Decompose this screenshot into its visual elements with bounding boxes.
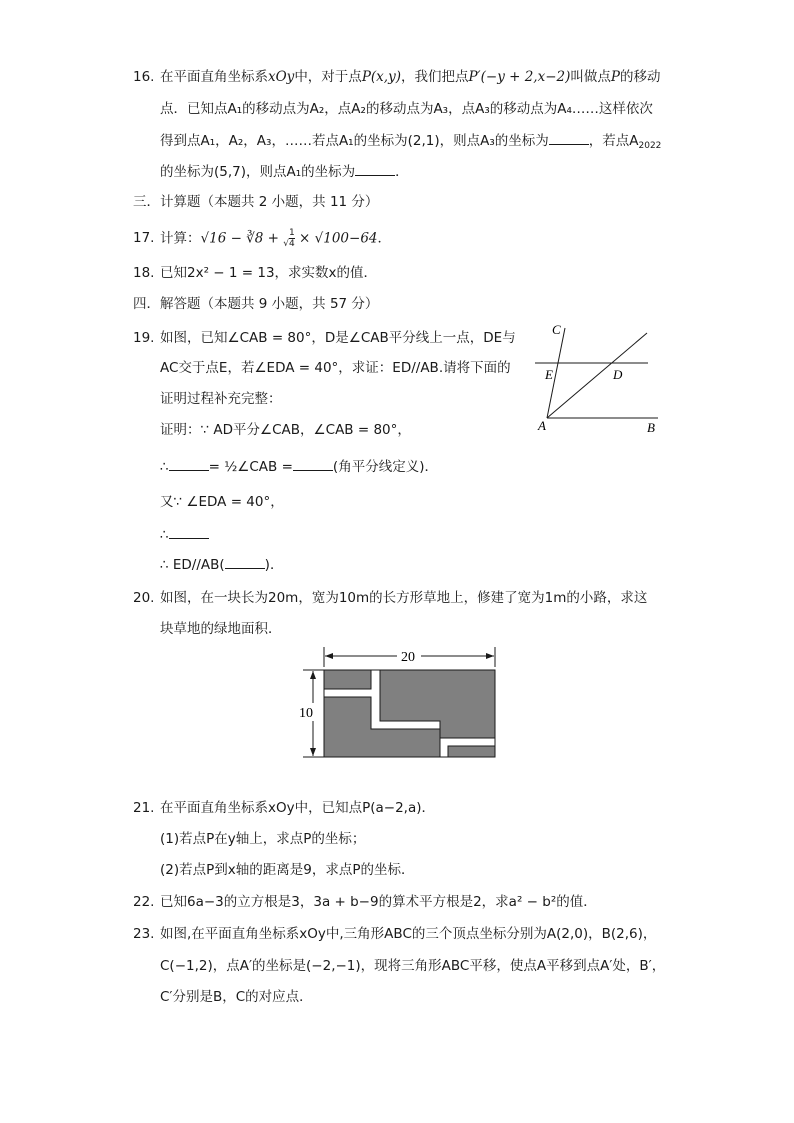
q21-line2: (1)若点P在y轴上，求点P的坐标； xyxy=(160,831,366,847)
q22-number: 22. xyxy=(133,894,155,910)
answer-blank xyxy=(355,161,395,176)
q16-line3: 得到点A₁，A₂，A₃，……若点A₁的坐标为(2,1)，则点A₃的坐标为 ，若点$A_{2022}$ xyxy=(160,130,661,156)
q23-line1: 如图,在平面直角坐标系xOy中,三角形ABC的三个顶点坐标分别为A(2,0)，B(2,6)， xyxy=(160,926,657,942)
lawn-figure xyxy=(295,645,505,765)
fraction-quarter: √ $\frac{1}{4}$ xyxy=(283,228,295,249)
q20-line1: 如图，在一块长为20m，宽为10m的长方形草地上，修建了宽为1m的小路，求这 xyxy=(160,590,648,606)
q19-line7: ∴ xyxy=(160,524,209,545)
q19-line3: 证明过程补充完整： xyxy=(160,391,282,407)
answer-blank xyxy=(169,456,209,471)
q21-number: 21. xyxy=(133,800,155,816)
angle-figure xyxy=(530,318,670,438)
q17-line: 计算：√16 − ∛8 + √ $\frac{1}{4}$ × √100−64． xyxy=(160,228,392,249)
q18-number: 18. xyxy=(133,265,155,281)
label-c: C xyxy=(552,322,561,337)
q23-number: 23. xyxy=(133,926,155,942)
label-b: B xyxy=(647,420,655,435)
q18-text: 已知2x² − 1 = 13，求实数x的值． xyxy=(160,265,378,281)
q19-number: 19. xyxy=(133,330,155,346)
answer-blank xyxy=(225,554,265,569)
q19-line2: AC交于点E，若∠EDA = 40°，求证：ED//AB.请将下面的 xyxy=(160,360,511,376)
label-a: A xyxy=(538,418,546,433)
q19-line8: ∴ ED//AB( )． xyxy=(160,554,283,575)
answer-blank xyxy=(169,524,209,539)
q16-line2: 点．已知点A₁的移动点为A₂，点A₂的移动点为A₃，点A₃的移动点为A₄……这样依次 xyxy=(160,101,653,117)
line-ad xyxy=(547,333,647,418)
q19-line5: ∴ = ½∠CAB = (角平分线定义)． xyxy=(160,456,438,477)
q16-line4: 的坐标为(5,7)，则点A₁的坐标为 ． xyxy=(160,161,409,182)
q23-line2: C(−1,2)，点A′的坐标是(−2,−1)，现将三角形ABC平移，使点A平移到点A′处，B′， xyxy=(160,958,666,974)
q22-text: 已知6a−3的立方根是3，3a + b−9的算术平方根是2，求a² − b²的值． xyxy=(160,894,597,910)
q20-number: 20. xyxy=(133,590,155,606)
q16-number: 16. xyxy=(133,69,155,85)
q19-line4: 证明：∵ AD平分∠CAB，∠CAB = 80°， xyxy=(160,422,411,438)
q21-line3: (2)若点P到x轴的距离是9，求点P的坐标． xyxy=(160,862,415,878)
width-label: 10 xyxy=(299,706,313,721)
label-e: E xyxy=(545,367,553,382)
length-label: 20 xyxy=(401,650,415,665)
q19-line6: 又∵ ∠EDA = 40°， xyxy=(160,494,284,510)
label-d: D xyxy=(613,367,623,382)
answer-blank xyxy=(549,130,589,145)
q21-line1: 在平面直角坐标系xOy中，已知点P(a−2,a)． xyxy=(160,800,436,816)
q16-line1: 在平面直角坐标系xOy中，对于点P(x,y)，我们把点P′(−y + 2,x−2)叫做点P的移动 xyxy=(160,69,661,85)
q23-line3: C′分别是B，C的对应点． xyxy=(160,989,313,1005)
section-4-heading: 四．解答题（本题共 9 小题，共 57 分） xyxy=(133,296,379,312)
q19-line1: 如图，已知∠CAB = 80°，D是∠CAB平分线上一点，DE与 xyxy=(160,330,516,346)
section-3-heading: 三．计算题（本题共 2 小题，共 11 分） xyxy=(133,194,379,210)
answer-blank xyxy=(293,456,333,471)
q20-line2: 块草地的绿地面积． xyxy=(160,621,282,637)
q17-number: 17. xyxy=(133,230,155,246)
